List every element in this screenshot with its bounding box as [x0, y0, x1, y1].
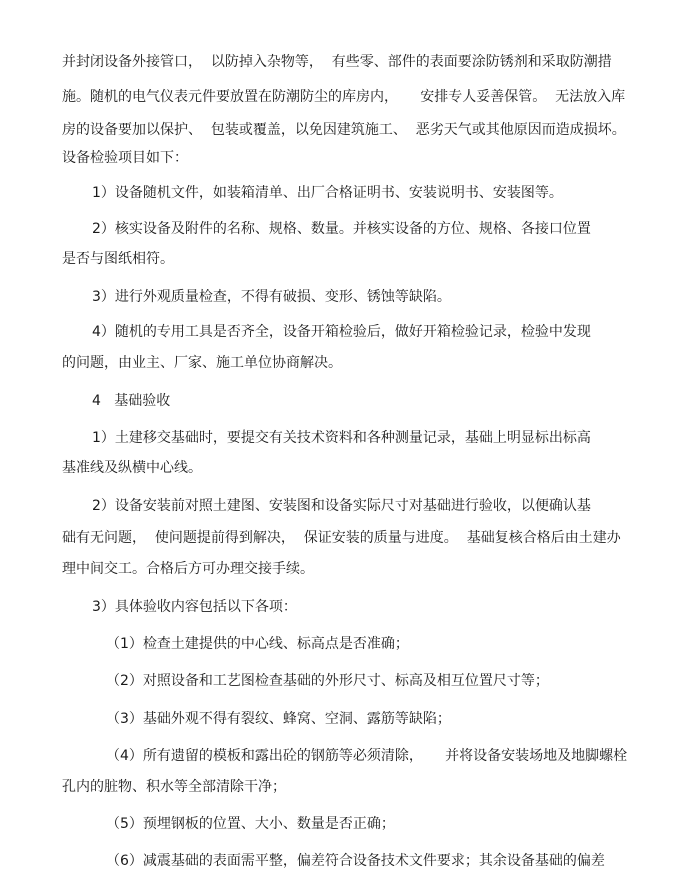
text-line: 的问题，由业主、厂家、施工单位协商解决。 — [62, 355, 342, 371]
list-item: （3）基础外观不得有裂纹、蜂窝、空洞、露筋等缺陷； — [106, 711, 451, 727]
list-item: 2）设备安装前对照土建图、安装图和设备实际尺寸对基础进行验收，以便确认基 — [92, 498, 591, 514]
list-item: 4）随机的专用工具是否齐全，设备开箱检验后，做好开箱检验记录，检验中发现 — [92, 324, 591, 340]
text-line: 是否与图纸相符。 — [62, 251, 174, 267]
text-line: 施。随机的电气仪表元件要放置在防潮防尘的库房内， 安排专人妥善保管。 无法放入库 — [62, 89, 626, 105]
list-item: （1）检查土建提供的中心线、标高点是否准确； — [106, 636, 409, 652]
text-line: 理中间交工。合格后方可办理交接手续。 — [62, 561, 314, 577]
text-line: 设备检验项目如下： — [62, 150, 188, 166]
list-item: （6）减震基础的表面需平整，偏差符合设备技术文件要求；其余设备基础的偏差 — [106, 853, 605, 869]
list-item: （4）所有遗留的模板和露出砼的钢筋等必须清除， 并将设备安装场地及地脚螺栓 — [106, 748, 628, 764]
list-item: （2）对照设备和工艺图检查基础的外形尺寸、标高及相互位置尺寸等； — [106, 673, 549, 689]
list-item: 2）核实设备及附件的名称、规格、数量。并核实设备的方位、规格、各接口位置 — [92, 221, 591, 237]
text-line: 基准线及纵横中心线。 — [62, 460, 202, 476]
section-heading: 4 基础验收 — [92, 393, 171, 409]
text-line: 房的设备要加以保护、 包装或覆盖，以免因建筑施工、 恶劣天气或其他原因而造成损坏。 — [62, 122, 626, 138]
text-line: 孔内的脏物、积水等全部清除干净； — [62, 779, 286, 795]
list-item: 1）土建移交基础时，要提交有关技术资料和各种测量记录，基础上明显标出标高 — [92, 430, 591, 446]
text-line: 础有无问题， 使问题提前得到解决， 保证安装的质量与进度。 基础复核合格后由土建办 — [62, 530, 621, 546]
text-line: 并封闭设备外接管口， 以防掉入杂物等， 有些零、部件的表面要涂防锈剂和采取防潮措 — [62, 54, 612, 70]
list-item: 1）设备随机文件，如装箱清单、出厂合格证明书、安装说明书、安装图等。 — [92, 185, 563, 201]
list-item: 3）具体验收内容包括以下各项： — [92, 599, 297, 615]
list-item: 3）进行外观质量检查，不得有破损、变形、锈蚀等缺陷。 — [92, 289, 451, 305]
list-item: （5）预埋钢板的位置、大小、数量是否正确； — [106, 816, 395, 832]
